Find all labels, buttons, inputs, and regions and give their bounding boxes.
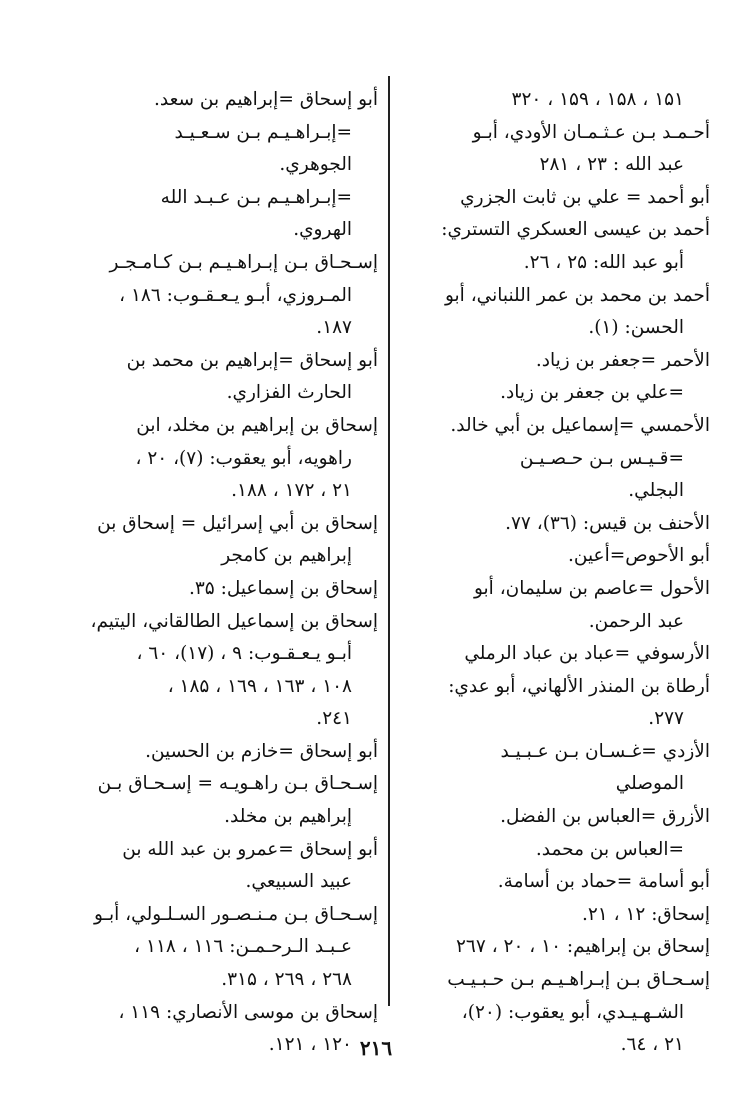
entry-line: أبـو يـعـقـوب: ۹ ، (۱۷)، ٦۰ ، [136,643,352,665]
entry-line: إسـحـاق بـن مـنـصـور السـلـولي، أبـو [94,903,378,925]
entry-line: الأحمر =جعفر بن زياد. [535,349,710,371]
entry-line: الجوهري. [279,154,352,176]
index-entry [70,247,378,345]
entry-line: ۱۲۰ ، ۱۲۱. [268,1034,352,1056]
entry-line: أبو الأحوص=أعين. [567,545,710,567]
entry-line: راهويه، أبو يعقوب: (۷)، ۲۰ ، [135,447,352,469]
entry-line: أبو أحمد = علي بن ثابت الجزري [460,186,710,208]
index-entry [398,866,710,899]
index-entry [70,84,378,117]
column-divider [388,76,390,1006]
entry-line: =علي بن جعفر بن زياد. [500,382,684,404]
index-entry [398,280,710,345]
index-entry [70,117,378,182]
index-entry [398,117,710,182]
index-entry [70,573,378,606]
entry-line: الأزرق =العباس بن الفضل. [500,806,710,828]
index-entry [398,736,710,801]
entry-line: إسـحـاق بـن إبـراهـيـم بـن كـامـجـر [109,251,378,273]
index-entry [70,182,378,247]
index-entry [398,84,710,117]
entry-line: أرطاة بن المنذر الألهاني، أبو عدي: [448,675,710,697]
entry-line: عبيد السبيعي. [245,871,352,893]
entry-line: الأحول =عاصم بن سليمان، أبو [473,577,710,599]
index-entry [398,638,710,671]
entry-line: الموصلي [615,773,684,795]
entry-line: ۲٤۱. [316,708,352,730]
index-column-right [398,84,710,1062]
index-entry [398,931,710,964]
entry-line: =إبـراهـيـم بـن سـعـيـد [174,121,352,143]
entry-line: الشـهـيـدي، أبو يعقوب: (۲۰)، [461,1001,684,1023]
entry-line: عـبـد الـرحـمـن: ۱۱٦ ، ۱۱۸ ، [134,936,352,958]
entry-line: الأحمسي =إسماعيل بن أبي خالد. [450,414,710,436]
index-entry [398,899,710,932]
entry-line: =العباس بن محمد. [535,838,684,860]
index-entry [398,834,710,867]
entry-line: أبو إسحاق =عمرو بن عبد الله بن [122,838,378,860]
entry-line: أبو إسحاق =خازم بن الحسين. [145,740,378,762]
entry-line: إسحاق بن إبراهيم بن مخلد، ابن [136,414,378,436]
index-entry [398,671,710,736]
entry-line: أحمد بن عيسى العسكري التستري: [441,219,710,241]
entry-line: ۲٦۸ ، ۲٦۹ ، ۳۱۵. [221,969,352,991]
entry-line: إسحاق بن إسماعيل الطالقاني، اليتيم، [90,610,378,632]
entry-line: الأزدي =غـسـان بـن عـبـيـد [500,740,710,762]
index-entry [70,606,378,736]
entry-line: عبد الله : ۲۳ ، ۲۸۱ [539,154,684,176]
entry-line: أبو أسامة =حماد بن أسامة. [497,871,710,893]
entry-line: ۱۵۱ ، ۱۵۸ ، ۱۵۹ ، ۳۲۰ [511,89,684,110]
entry-line: الحسن: (۱). [588,317,684,339]
entry-line: إسحاق بن إسماعيل: ۳۵. [188,577,378,599]
index-entry [70,834,378,899]
entry-line: إسحاق بن أبي إسرائيل = إسحاق بن [97,512,378,534]
entry-line: ۱۰۸ ، ۱٦۳ ، ۱٦۹ ، ۱۸۵ ، [167,675,352,697]
entry-line: الحارث الفزاري. [226,382,352,404]
entry-line: البجلي. [628,480,684,502]
entry-line: أبو عبد الله: ۲۵ ، ۲٦. [523,251,684,273]
index-entry [398,801,710,834]
entry-line: =إبـراهـيـم بـن عـبـد الله [160,186,352,208]
index-entry [70,410,378,508]
entry-line: إبراهيم بن مخلد. [224,806,352,828]
index-entry [398,345,710,378]
entry-line: أحمد بن محمد بن عمر اللنباني، أبو [444,284,710,306]
index-entry [398,573,710,638]
entry-line: أبو إسحاق =إبراهيم بن سعد. [154,89,378,110]
entry-line: أبو إسحاق =إبراهيم بن محمد بن [126,349,378,371]
entry-line: الأحنف بن قيس: (۳٦)، ۷۷. [505,512,710,534]
index-entry [70,899,378,997]
index-entry [70,736,378,769]
index-entry [398,508,710,541]
entry-line: ۲۷۷. [648,708,684,730]
index-entry [398,214,710,279]
index-entry [398,410,710,443]
entry-line: =قـيـس بـن حـصـيـن [519,447,684,469]
entry-line: إسحاق: ۱۲ ، ۲۱. [581,903,710,925]
entry-line: إسـحـاق بـن إبـراهـيـم بـن حـبـيـب [447,969,710,991]
entry-line: ۱۸۷. [316,317,352,339]
entry-line: الأرسوفي =عباد بن عباد الرملي [464,643,710,665]
entry-line: الهروي. [293,219,352,241]
entry-line: إسحاق بن إبراهيم: ۱۰ ، ۲۰ ، ۲٦۷ [456,936,710,958]
index-entry [398,540,710,573]
entry-line: ۲۱ ، ٦٤. [620,1034,684,1056]
index-entry [70,345,378,410]
entry-line: المـروزي، أبـو يـعـقـوب: ۱۸٦ ، [119,284,352,306]
index-entry [70,508,378,573]
index-column-left [70,84,378,1062]
entry-line: ۲۱ ، ۱۷۲ ، ۱۸۸. [231,480,352,502]
index-entry [70,768,378,833]
entry-line: إسحاق بن موسى الأنصاري: ۱۱۹ ، [118,1001,378,1023]
index-entry [398,182,710,215]
entry-line: عبد الرحمن. [588,610,684,632]
entry-line: إبراهيم بن كامجر [221,545,352,567]
index-entry [398,377,710,410]
entry-line: أحـمـد بـن عـثـمـان الأودي، أبـو [472,121,710,143]
entry-line: إسـحـاق بـن راهـويـه = إسـحـاق بـن [97,773,378,795]
index-entry [398,443,710,508]
page-number: ۲۱٦ [359,1036,393,1060]
